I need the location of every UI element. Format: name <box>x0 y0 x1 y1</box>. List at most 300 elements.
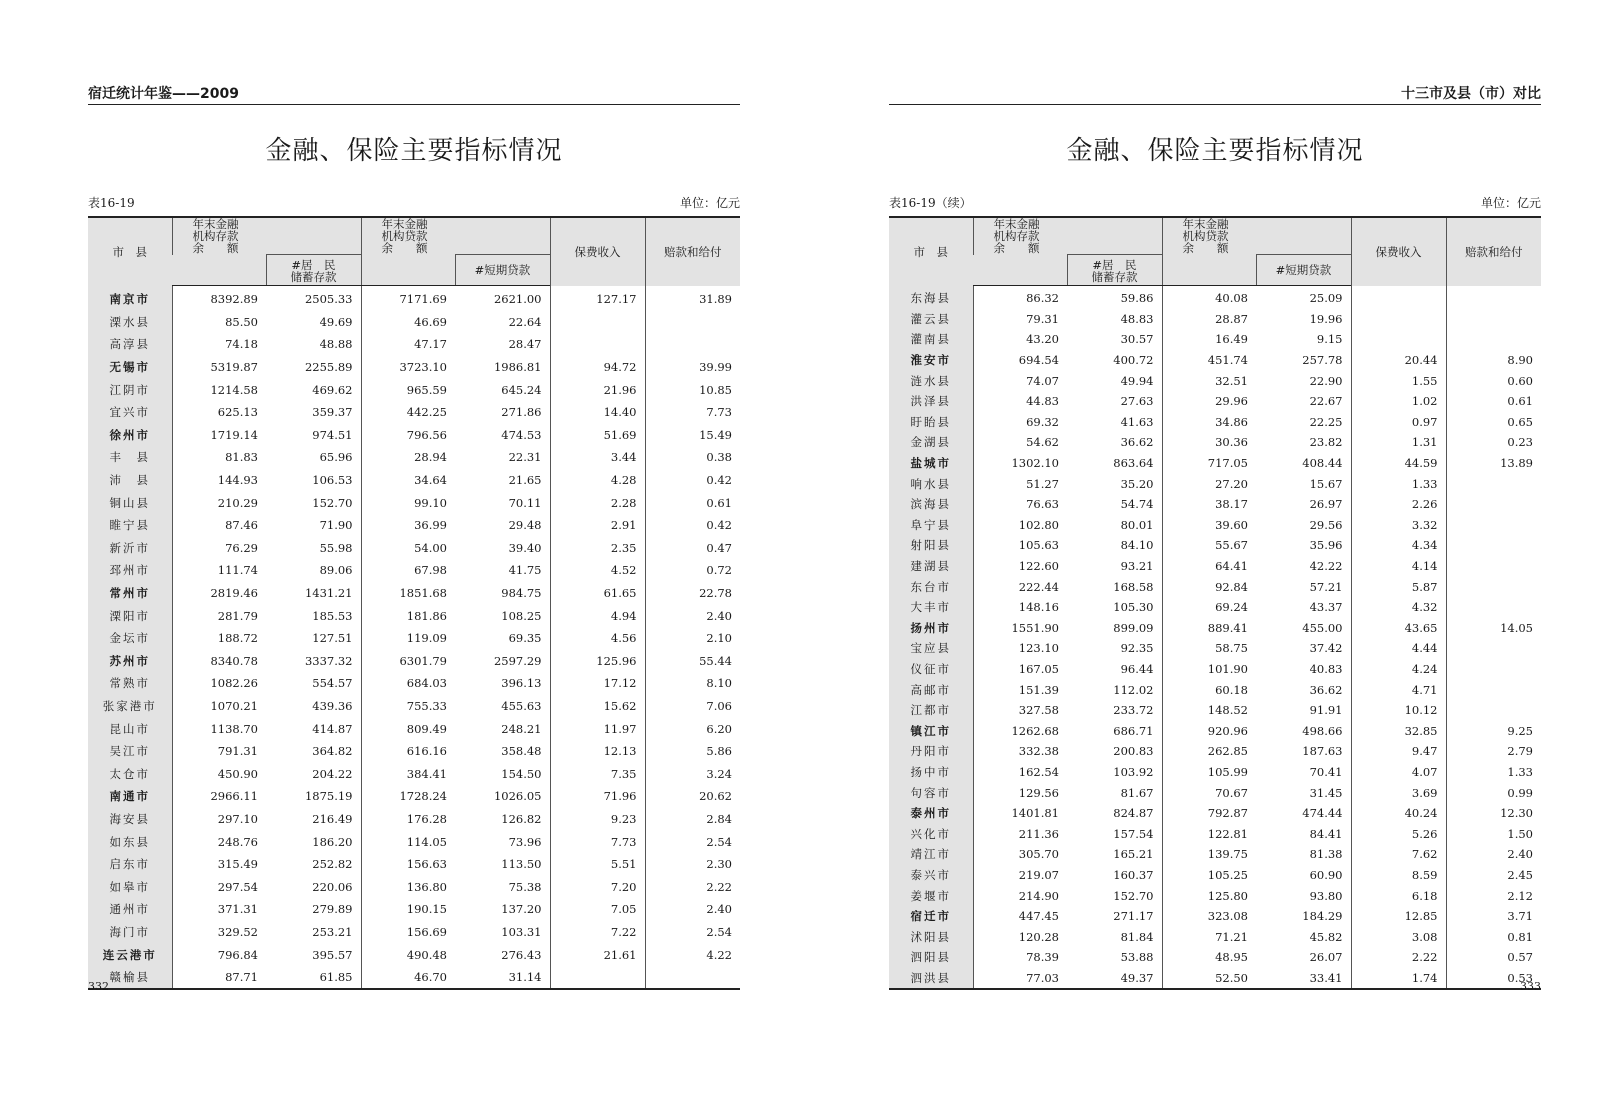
deposit-balance-cell: 694.54 <box>973 350 1067 371</box>
deposit-balance-cell: 87.46 <box>172 514 266 537</box>
region-name: 连云港市 <box>88 943 172 966</box>
claims-paid-cell <box>1446 556 1541 577</box>
loan-balance-cell: 28.94 <box>361 446 455 469</box>
short-term-loans-cell: 248.21 <box>501 721 542 736</box>
savings-deposits-cell: 49.37 <box>1067 968 1162 990</box>
claims-paid-cell: 2.12 <box>1446 885 1541 906</box>
region-name: 射阳县 <box>889 535 973 556</box>
deposit-balance-cell: 151.39 <box>973 679 1067 700</box>
claims-paid-cell: 2.40 <box>645 604 740 627</box>
table-row <box>88 717 740 740</box>
savings-deposits-cell: 271.17 <box>1113 909 1154 924</box>
deposit-balance-cell: 1302.10 <box>973 453 1067 474</box>
region-name: 兴化市 <box>889 823 973 844</box>
claims-paid-cell: 22.78 <box>645 582 740 605</box>
deposit-balance-cell: 297.54 <box>172 875 266 898</box>
table-row <box>88 378 740 401</box>
premium-income-cell: 127.17 <box>550 286 645 311</box>
table-row <box>889 803 1541 824</box>
claims-paid-cell: 4.22 <box>645 943 740 966</box>
premium-income-cell <box>550 311 645 334</box>
premium-income-cell: 7.22 <box>550 921 645 944</box>
table-row <box>88 966 740 990</box>
short-term-loans-cell: 474.53 <box>501 427 542 442</box>
claims-paid-cell <box>1446 515 1541 536</box>
short-term-loans-cell: 455.63 <box>501 698 542 713</box>
region-name: 盐城市 <box>889 453 973 474</box>
table-row <box>889 823 1541 844</box>
loan-balance-cell: 92.84 <box>1162 576 1256 597</box>
table-row <box>889 556 1541 577</box>
premium-income-cell: 4.14 <box>1351 556 1446 577</box>
header-region: 市 县 <box>88 217 172 286</box>
table-row <box>88 785 740 808</box>
claims-paid-cell <box>1446 473 1541 494</box>
short-term-loans-cell: 455.00 <box>1302 620 1343 635</box>
short-term-loans-cell: 22.67 <box>1309 394 1343 409</box>
region-name: 仪征市 <box>889 659 973 680</box>
premium-income-cell: 5.87 <box>1351 576 1446 597</box>
header-deposits: 年末金融 机构存款 余 额 <box>973 217 1162 255</box>
claims-paid-cell: 0.47 <box>645 537 740 560</box>
premium-income-cell: 17.12 <box>550 672 645 695</box>
claims-paid-cell: 0.53 <box>1446 968 1541 990</box>
loan-balance-cell: 40.08 <box>1162 286 1256 309</box>
region-name: 东台市 <box>889 576 973 597</box>
table-row <box>889 700 1541 721</box>
deposit-balance-cell: 51.27 <box>973 473 1067 494</box>
header-deposits: 年末金融 机构存款 余 额 <box>172 217 361 255</box>
savings-deposits-cell: 359.37 <box>312 405 353 420</box>
savings-deposits-cell: 439.36 <box>312 698 353 713</box>
region-name: 滨海县 <box>889 494 973 515</box>
deposit-balance-cell: 76.63 <box>973 494 1067 515</box>
savings-deposits-cell: 48.88 <box>319 337 353 352</box>
unit-label: 单位：亿元 <box>1480 196 1541 210</box>
header-claims: 赔款和给付 <box>645 217 740 286</box>
savings-deposits-cell: 168.58 <box>1113 579 1154 594</box>
claims-paid-cell: 8.90 <box>1446 350 1541 371</box>
table-row <box>88 424 740 447</box>
table-row <box>88 808 740 831</box>
short-term-loans-cell: 103.31 <box>501 924 542 939</box>
savings-deposits-cell: 41.63 <box>1120 414 1154 429</box>
premium-income-cell: 11.97 <box>550 717 645 740</box>
short-term-loans-cell: 43.37 <box>1309 600 1343 615</box>
table-row <box>889 679 1541 700</box>
deposit-balance-cell: 122.60 <box>973 556 1067 577</box>
table-row <box>889 618 1541 639</box>
claims-paid-cell: 10.85 <box>645 378 740 401</box>
deposit-balance-cell: 188.72 <box>172 627 266 650</box>
short-term-loans-cell: 25.09 <box>1309 291 1343 306</box>
table-row <box>889 494 1541 515</box>
short-term-loans-cell: 36.62 <box>1309 682 1343 697</box>
savings-deposits-cell: 364.82 <box>312 744 353 759</box>
table-row <box>88 943 740 966</box>
claims-paid-cell: 0.81 <box>1446 926 1541 947</box>
savings-deposits-cell: 93.21 <box>1120 559 1154 574</box>
region-name: 高邮市 <box>889 679 973 700</box>
deposit-balance-cell: 76.29 <box>172 537 266 560</box>
deposit-balance-cell: 105.63 <box>973 535 1067 556</box>
short-term-loans-cell: 40.83 <box>1309 661 1343 676</box>
table-row <box>889 286 1541 309</box>
short-term-loans-cell: 35.96 <box>1309 538 1343 553</box>
claims-paid-cell: 55.44 <box>645 650 740 673</box>
finance-table <box>889 216 1541 990</box>
region-name: 丰 县 <box>88 446 172 469</box>
claims-paid-cell <box>645 966 740 990</box>
deposit-balance-cell: 329.52 <box>172 921 266 944</box>
loan-balance-cell: 67.98 <box>361 559 455 582</box>
loan-balance-cell: 384.41 <box>361 762 455 785</box>
loan-balance-cell: 156.63 <box>361 853 455 876</box>
table-row <box>88 356 740 379</box>
table-row <box>889 968 1541 990</box>
region-name: 启东市 <box>88 853 172 876</box>
premium-income-cell: 125.96 <box>550 650 645 673</box>
region-name: 镇江市 <box>889 720 973 741</box>
claims-paid-cell: 0.72 <box>645 559 740 582</box>
savings-deposits-cell: 686.71 <box>1113 723 1154 738</box>
deposit-balance-cell: 86.32 <box>973 286 1067 309</box>
table-row <box>88 286 740 311</box>
loan-balance-cell: 809.49 <box>361 717 455 740</box>
short-term-loans-cell: 498.66 <box>1302 723 1343 738</box>
region-name: 宿迁市 <box>889 906 973 927</box>
savings-deposits-cell: 414.87 <box>312 721 353 736</box>
deposit-balance-cell: 102.80 <box>973 515 1067 536</box>
table-row <box>889 659 1541 680</box>
short-term-loans-cell: 45.82 <box>1309 929 1343 944</box>
premium-income-cell: 4.94 <box>550 604 645 627</box>
deposit-balance-cell: 219.07 <box>973 865 1067 886</box>
savings-deposits-cell: 216.49 <box>312 811 353 826</box>
savings-deposits-cell: 127.51 <box>312 631 353 646</box>
table-number: 表16-19 <box>88 196 135 210</box>
premium-income-cell: 1.31 <box>1351 432 1446 453</box>
savings-deposits-cell: 152.70 <box>312 495 353 510</box>
region-name: 铜山县 <box>88 491 172 514</box>
deposit-balance-cell: 69.32 <box>973 412 1067 433</box>
region-name: 新沂市 <box>88 537 172 560</box>
claims-paid-cell: 31.89 <box>645 286 740 311</box>
claims-paid-cell: 3.24 <box>645 762 740 785</box>
savings-deposits-cell: 30.57 <box>1120 332 1154 347</box>
region-name: 苏州市 <box>88 650 172 673</box>
table-row <box>889 473 1541 494</box>
table-row <box>889 412 1541 433</box>
running-head: 宿迁统计年鉴——2009 <box>88 84 740 105</box>
savings-deposits-cell: 106.53 <box>312 473 353 488</box>
deposit-balance-cell: 2966.11 <box>172 785 266 808</box>
claims-paid-cell: 2.40 <box>645 898 740 921</box>
deposit-balance-cell: 1719.14 <box>172 424 266 447</box>
region-name: 通州市 <box>88 898 172 921</box>
premium-income-cell <box>1351 286 1446 309</box>
loan-balance-cell: 105.99 <box>1162 762 1256 783</box>
table-row <box>88 830 740 853</box>
loan-balance-cell: 69.24 <box>1162 597 1256 618</box>
deposit-balance-cell: 144.93 <box>172 469 266 492</box>
loan-balance-cell: 490.48 <box>361 943 455 966</box>
region-name: 睢宁县 <box>88 514 172 537</box>
region-name: 南通市 <box>88 785 172 808</box>
region-name: 盱眙县 <box>889 412 973 433</box>
region-name: 泗阳县 <box>889 947 973 968</box>
savings-deposits-cell: 81.67 <box>1120 785 1154 800</box>
table-row <box>88 514 740 537</box>
claims-paid-cell: 0.42 <box>645 514 740 537</box>
header-loans: 年末金融 机构贷款 余 额 <box>1162 217 1351 255</box>
table-row <box>889 576 1541 597</box>
savings-deposits-cell: 279.89 <box>312 902 353 917</box>
claims-paid-cell: 9.25 <box>1446 720 1541 741</box>
premium-income-cell: 4.52 <box>550 559 645 582</box>
premium-income-cell: 7.20 <box>550 875 645 898</box>
deposit-balance-cell: 1214.58 <box>172 378 266 401</box>
table-row <box>889 597 1541 618</box>
premium-income-cell: 4.44 <box>1351 638 1446 659</box>
region-name: 扬中市 <box>889 762 973 783</box>
premium-income-cell: 51.69 <box>550 424 645 447</box>
loan-balance-cell: 16.49 <box>1162 329 1256 350</box>
deposit-balance-cell: 625.13 <box>172 401 266 424</box>
header-region: 市 县 <box>889 217 973 286</box>
premium-income-cell: 2.26 <box>1351 494 1446 515</box>
claims-paid-cell <box>1446 286 1541 309</box>
short-term-loans-cell: 22.64 <box>508 314 542 329</box>
premium-income-cell: 9.47 <box>1351 741 1446 762</box>
premium-income-cell: 9.23 <box>550 808 645 831</box>
claims-paid-cell: 2.45 <box>1446 865 1541 886</box>
deposit-balance-cell: 74.18 <box>172 333 266 356</box>
deposit-balance-cell: 450.90 <box>172 762 266 785</box>
savings-deposits-cell: 89.06 <box>319 563 353 578</box>
deposit-balance-cell: 315.49 <box>172 853 266 876</box>
loan-balance-cell: 717.05 <box>1162 453 1256 474</box>
short-term-loans-cell: 984.75 <box>501 586 542 601</box>
deposit-balance-cell: 305.70 <box>973 844 1067 865</box>
deposit-balance-cell: 327.58 <box>973 700 1067 721</box>
savings-deposits-cell: 395.57 <box>312 947 353 962</box>
table-row <box>889 370 1541 391</box>
deposit-balance-cell: 5319.87 <box>172 356 266 379</box>
table-row <box>88 491 740 514</box>
premium-income-cell: 21.61 <box>550 943 645 966</box>
premium-income-cell: 5.51 <box>550 853 645 876</box>
loan-balance-cell: 34.64 <box>361 469 455 492</box>
deposit-balance-cell: 78.39 <box>973 947 1067 968</box>
loan-balance-cell: 262.85 <box>1162 741 1256 762</box>
claims-paid-cell: 0.38 <box>645 446 740 469</box>
claims-paid-cell: 2.30 <box>645 853 740 876</box>
region-name: 涟水县 <box>889 370 973 391</box>
loan-balance-cell: 148.52 <box>1162 700 1256 721</box>
deposit-balance-cell: 74.07 <box>973 370 1067 391</box>
claims-paid-cell: 7.73 <box>645 401 740 424</box>
table-row <box>889 350 1541 371</box>
table-row <box>88 627 740 650</box>
savings-deposits-cell: 469.62 <box>312 382 353 397</box>
header-loans: 年末金融 机构贷款 余 额 <box>361 217 550 255</box>
savings-deposits-cell: 1431.21 <box>304 586 353 601</box>
region-name: 溧水县 <box>88 311 172 334</box>
deposit-balance-cell: 8392.89 <box>172 286 266 311</box>
header-short-term-loans: #短期贷款 <box>455 255 550 286</box>
short-term-loans-cell: 39.40 <box>508 540 542 555</box>
loan-balance-cell: 99.10 <box>361 491 455 514</box>
loan-balance-cell: 55.67 <box>1162 535 1256 556</box>
short-term-loans-cell: 22.90 <box>1309 373 1343 388</box>
region-name: 海安县 <box>88 808 172 831</box>
savings-deposits-cell: 200.83 <box>1113 744 1154 759</box>
savings-deposits-cell: 92.35 <box>1120 641 1154 656</box>
table-row <box>88 650 740 673</box>
savings-deposits-cell: 185.53 <box>312 608 353 623</box>
savings-deposits-cell: 2505.33 <box>304 292 353 307</box>
claims-paid-cell: 5.86 <box>645 740 740 763</box>
premium-income-cell: 4.28 <box>550 469 645 492</box>
unit-label: 单位：亿元 <box>679 196 740 210</box>
loan-balance-cell: 792.87 <box>1162 803 1256 824</box>
loan-balance-cell: 181.86 <box>361 604 455 627</box>
table-row <box>889 885 1541 906</box>
table-row <box>889 638 1541 659</box>
loan-balance-cell: 47.17 <box>361 333 455 356</box>
region-name: 阜宁县 <box>889 515 973 536</box>
premium-income-cell: 7.62 <box>1351 844 1446 865</box>
premium-income-cell: 3.32 <box>1351 515 1446 536</box>
savings-deposits-cell: 54.74 <box>1120 497 1154 512</box>
claims-paid-cell: 39.99 <box>645 356 740 379</box>
savings-deposits-cell: 824.87 <box>1113 806 1154 821</box>
deposit-balance-cell: 111.74 <box>172 559 266 582</box>
premium-income-cell: 0.97 <box>1351 412 1446 433</box>
savings-deposits-cell: 160.37 <box>1113 867 1154 882</box>
deposit-balance-cell: 123.10 <box>973 638 1067 659</box>
claims-paid-cell: 6.20 <box>645 717 740 740</box>
loan-balance-cell: 39.60 <box>1162 515 1256 536</box>
loan-balance-cell: 442.25 <box>361 401 455 424</box>
table-row <box>88 604 740 627</box>
page-title: 金融、保险主要指标情况 <box>1066 136 1364 166</box>
premium-income-cell: 4.07 <box>1351 762 1446 783</box>
short-term-loans-cell: 19.96 <box>1309 311 1343 326</box>
table-row <box>88 582 740 605</box>
loan-balance-cell: 38.17 <box>1162 494 1256 515</box>
loan-balance-cell: 54.00 <box>361 537 455 560</box>
table-row <box>88 762 740 785</box>
premium-income-cell: 4.56 <box>550 627 645 650</box>
loan-balance-cell: 34.86 <box>1162 412 1256 433</box>
loan-balance-cell: 70.67 <box>1162 782 1256 803</box>
short-term-loans-cell: 408.44 <box>1302 456 1343 471</box>
deposit-balance-cell: 796.84 <box>172 943 266 966</box>
table-row <box>88 311 740 334</box>
table-row <box>889 391 1541 412</box>
region-name: 常熟市 <box>88 672 172 695</box>
table-row <box>889 741 1541 762</box>
deposit-balance-cell: 281.79 <box>172 604 266 627</box>
savings-deposits-cell: 96.44 <box>1120 661 1154 676</box>
deposit-balance-cell: 222.44 <box>973 576 1067 597</box>
table-row <box>889 926 1541 947</box>
savings-deposits-cell: 400.72 <box>1113 353 1154 368</box>
claims-paid-cell <box>1446 659 1541 680</box>
region-name: 赣榆县 <box>88 966 172 990</box>
short-term-loans-cell: 93.80 <box>1309 888 1343 903</box>
premium-income-cell <box>1351 329 1446 350</box>
claims-paid-cell <box>1446 597 1541 618</box>
savings-deposits-cell: 27.63 <box>1120 394 1154 409</box>
region-name: 昆山市 <box>88 717 172 740</box>
premium-income-cell: 7.73 <box>550 830 645 853</box>
claims-paid-cell: 1.50 <box>1446 823 1541 844</box>
short-term-loans-cell: 276.43 <box>501 947 542 962</box>
short-term-loans-cell: 31.14 <box>455 966 550 990</box>
table-row <box>88 672 740 695</box>
savings-deposits-cell: 253.21 <box>312 924 353 939</box>
short-term-loans-cell: 108.25 <box>501 608 542 623</box>
savings-deposits-cell: 152.70 <box>1113 888 1154 903</box>
premium-income-cell: 2.91 <box>550 514 645 537</box>
savings-deposits-cell: 157.54 <box>1113 826 1154 841</box>
loan-balance-cell: 105.25 <box>1162 865 1256 886</box>
table-row <box>88 853 740 876</box>
loan-balance-cell: 796.56 <box>361 424 455 447</box>
short-term-loans-cell: 257.78 <box>1302 353 1343 368</box>
region-name: 洪泽县 <box>889 391 973 412</box>
claims-paid-cell <box>1446 494 1541 515</box>
premium-income-cell: 21.96 <box>550 378 645 401</box>
deposit-balance-cell: 297.10 <box>172 808 266 831</box>
savings-deposits-cell: 61.85 <box>266 966 361 990</box>
loan-balance-cell: 28.87 <box>1162 309 1256 330</box>
deposit-balance-cell: 248.76 <box>172 830 266 853</box>
claims-paid-cell <box>1446 576 1541 597</box>
savings-deposits-cell: 252.82 <box>312 857 353 872</box>
savings-deposits-cell: 81.84 <box>1120 929 1154 944</box>
savings-deposits-cell: 84.10 <box>1120 538 1154 553</box>
deposit-balance-cell: 77.03 <box>973 968 1067 990</box>
region-name: 句容市 <box>889 782 973 803</box>
deposit-balance-cell: 332.38 <box>973 741 1067 762</box>
deposit-balance-cell: 85.50 <box>172 311 266 334</box>
premium-income-cell: 1.33 <box>1351 473 1446 494</box>
loan-balance-cell: 1728.24 <box>361 785 455 808</box>
short-term-loans-cell: 474.44 <box>1302 806 1343 821</box>
deposit-balance-cell: 167.05 <box>973 659 1067 680</box>
deposit-balance-cell: 44.83 <box>973 391 1067 412</box>
region-name: 常州市 <box>88 582 172 605</box>
savings-deposits-cell: 49.94 <box>1120 373 1154 388</box>
savings-deposits-cell: 53.88 <box>1120 950 1154 965</box>
claims-paid-cell: 0.61 <box>1446 391 1541 412</box>
loan-balance-cell: 176.28 <box>361 808 455 831</box>
table-row <box>889 432 1541 453</box>
premium-income-cell: 4.24 <box>1351 659 1446 680</box>
savings-deposits-cell: 2255.89 <box>304 360 353 375</box>
short-term-loans-cell: 271.86 <box>501 405 542 420</box>
deposit-balance-cell: 8340.78 <box>172 650 266 673</box>
region-name: 高淳县 <box>88 333 172 356</box>
region-name: 姜堰市 <box>889 885 973 906</box>
loan-balance-cell: 48.95 <box>1162 947 1256 968</box>
loan-balance-cell: 125.80 <box>1162 885 1256 906</box>
claims-paid-cell: 3.71 <box>1446 906 1541 927</box>
